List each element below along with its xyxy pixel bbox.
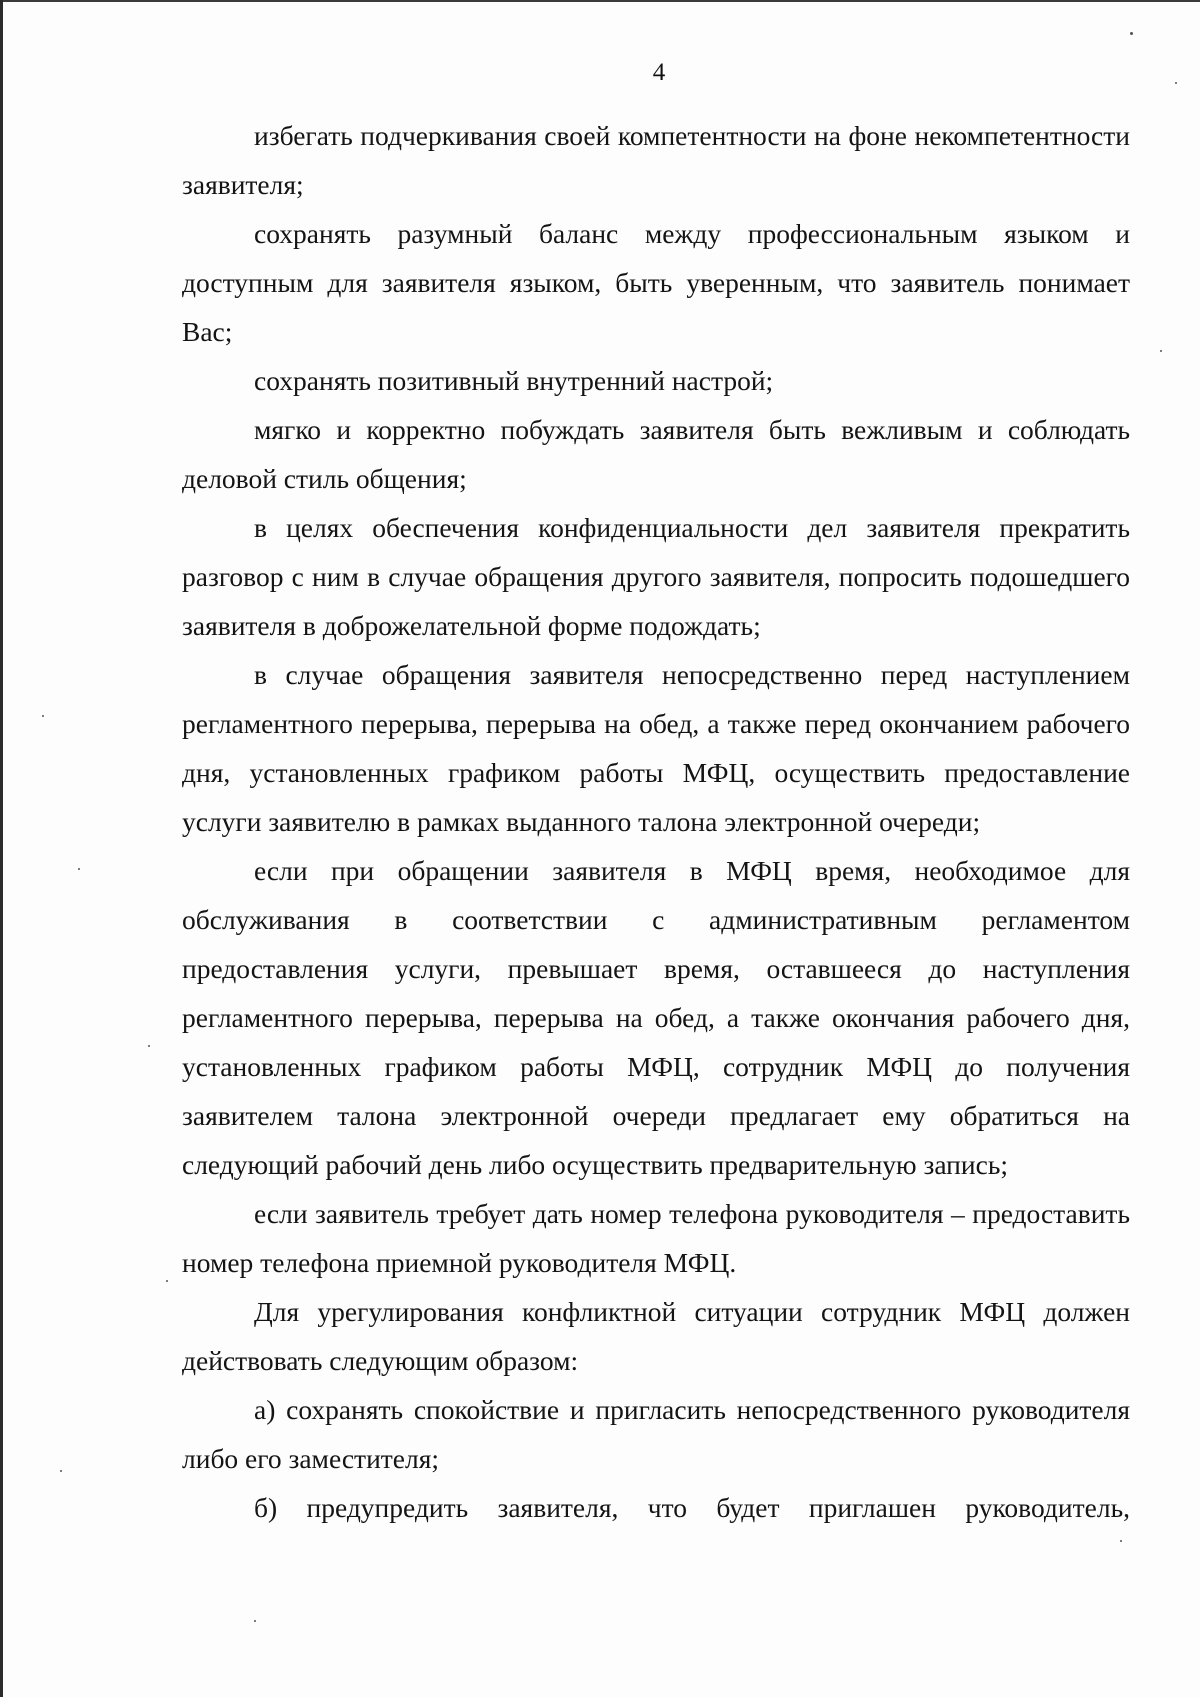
scan-speck: [148, 1045, 150, 1047]
paragraph-11: б) предупредить заявителя, что будет приглашен руководитель,: [254, 1492, 1130, 1523]
page-number: 4: [652, 59, 666, 86]
paragraph-6: в случае обращения заявителя непосредственно перед наступлением регламентного перерыва, перерыва на обед, а также перед окончанием рабочего дня, установленных графиком работы МФЦ, осуществить предоставление услуги заявителю в рамках выданного талона электронной очереди;: [182, 659, 1130, 837]
paragraph-4: мягко и корректно побуждать заявителя быть вежливым и соблюдать деловой стиль общения;: [182, 414, 1130, 494]
paragraph-7: если при обращении заявителя в МФЦ время, необходимое для обслуживания в соответствии с административным регламентом предоставления услуги, превышает время, оставшееся до наступления регламентного перерыва, перерыва на обед, а также окончания рабочего дня, установленных графиком работы МФЦ, сотрудник МФЦ до получения заявителем талона электронной очереди предлагает ему обратиться на следующий рабочий день либо осуществить предварительную запись;: [182, 855, 1130, 1180]
paragraph-3: сохранять позитивный внутренний настрой;: [254, 365, 774, 396]
scan-speck: [78, 868, 80, 870]
scan-speck: [60, 1470, 62, 1472]
scan-speck: [1160, 350, 1162, 352]
paragraph-10: а) сохранять спокойствие и пригласить непосредственного руководителя либо его заместителя;: [182, 1394, 1130, 1474]
scan-speck: [42, 715, 44, 717]
paragraph-2: сохранять разумный баланс между профессиональным языком и доступным для заявителя языком, быть уверенным, что заявитель понимает Вас;: [182, 218, 1130, 347]
scan-speck: [1120, 1540, 1122, 1542]
scan-top-edge: [0, 0, 1200, 2]
scan-speck: [1130, 32, 1133, 35]
paragraph-5: в целях обеспечения конфиденциальности дел заявителя прекратить разговор с ним в случае обращения другого заявителя, попросить подошедшего заявителя в доброжелательной форме подождать;: [182, 512, 1130, 641]
document-body: [182, 111, 1130, 1532]
scan-speck: [254, 1620, 256, 1622]
paragraph-1: избегать подчеркивания своей компетентности на фоне некомпетентности заявителя;: [182, 120, 1130, 200]
scan-left-edge: [0, 0, 3, 1697]
paragraph-9: Для урегулирования конфликтной ситуации сотрудник МФЦ должен действовать следующим образом:: [182, 1296, 1130, 1376]
scan-speck: [166, 1280, 168, 1282]
scan-speck: [1175, 82, 1177, 84]
paragraph-8: если заявитель требует дать номер телефона руководителя – предоставить номер телефона приемной руководителя МФЦ.: [182, 1198, 1130, 1278]
